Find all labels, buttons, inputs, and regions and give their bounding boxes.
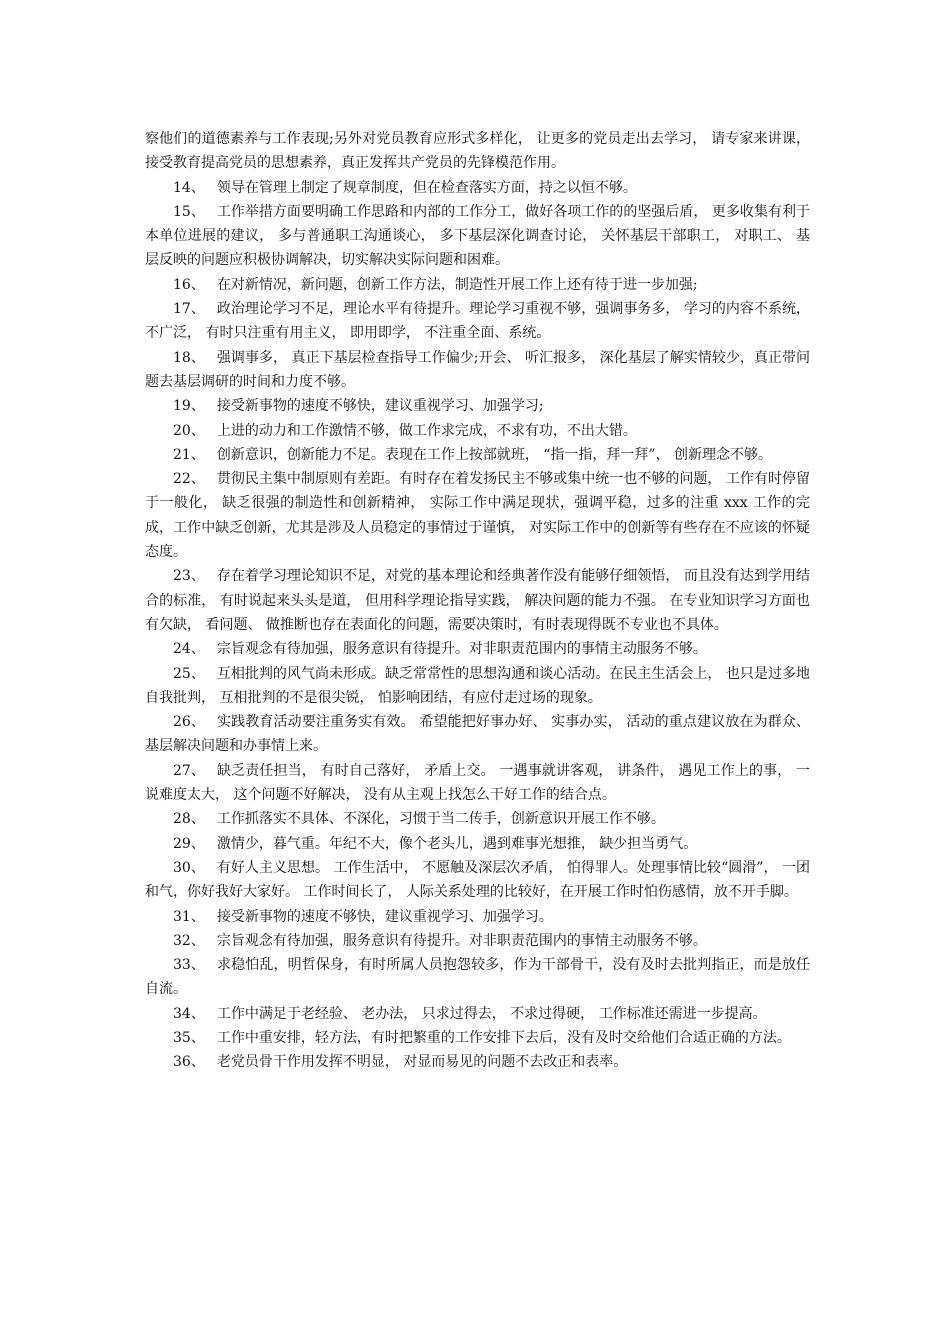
item-number: 28、 bbox=[173, 811, 205, 828]
item-number: 33、 bbox=[173, 957, 205, 974]
item-text: 宗旨观念有待加强，服务意识有待提升。对非职责范围内的事情主动服务不够。 bbox=[216, 932, 707, 949]
item-number: 35、 bbox=[173, 1029, 205, 1046]
item-number: 36、 bbox=[173, 1054, 205, 1071]
item-text: 领导在管理上制定了规章制度，但在检查落实方面，持之以恒不够。 bbox=[216, 179, 637, 196]
list-item bbox=[145, 905, 810, 929]
item-text: 存在着学习理论知识不足，对党的基本理论和经典著作没有能够仔细领悟， 而且没有达到学用结合的标准， 有时说起来头头是道， 但用科学理论指导实践， 解决问题的能力不强。 在专业知识学习方面也有欠缺， 看问题、 做推断也存在表面化的问题，需要决策时，有时表现得既不专业也不具体。 bbox=[145, 568, 810, 633]
item-number: 15、 bbox=[173, 203, 205, 220]
list-item bbox=[145, 710, 810, 759]
item-text: 缺乏责任担当， 有时自己落好， 矛盾上交。 一遇事就讲客观， 讲条件， 遇见工作上的事， 一说难度太大， 这个问题不好解决， 没有从主观上找怎么干好工作的结合点。 bbox=[145, 762, 810, 804]
list-item bbox=[145, 807, 810, 831]
list-item bbox=[145, 443, 810, 467]
list-item bbox=[145, 662, 810, 711]
list-item bbox=[145, 953, 810, 1002]
item-text: 政治理论学习不足，理论水平有待提升。理论学习重视不够，强调事务多， 学习的内容不系统， 不广泛， 有时只注重有用主义， 即用即学， 不注重全面、系统。 bbox=[145, 301, 810, 342]
item-text: 工作中重安排，轻方法，有时把繁重的工作安排下去后，没有及时交给他们合适正确的方法。 bbox=[216, 1029, 791, 1046]
list-item bbox=[145, 297, 810, 346]
list-item bbox=[145, 273, 810, 297]
item-number: 26、 bbox=[173, 714, 205, 731]
item-number: 20、 bbox=[173, 422, 205, 439]
list-item bbox=[145, 394, 810, 418]
item-number: 21、 bbox=[173, 446, 205, 463]
list-item bbox=[145, 637, 810, 661]
item-number: 30、 bbox=[173, 859, 205, 876]
item-text: 在对新情况，新问题，创新工作方法，制造性开展工作上还有待于进一步加强; bbox=[216, 276, 698, 293]
item-number: 23、 bbox=[173, 568, 205, 585]
document-body bbox=[145, 127, 810, 1075]
item-text: 工作中满足于老经验、 老办法， 只求过得去， 不求过得硬， 工作标准还需进一步提高。 bbox=[216, 1005, 767, 1022]
item-number: 18、 bbox=[173, 349, 205, 366]
item-number: 22、 bbox=[173, 471, 205, 488]
item-text: 创新意识，创新能力不足。表现在工作上按部就班， “指一指，拜一拜”， 创新理念不够。 bbox=[216, 446, 773, 463]
continuation-paragraph: 察他们的道德素养与工作表现;另外对党员教育应形式多样化， 让更多的党员走出去学习， 请专家来讲课， 接受教育提高党员的思想素养，真正发挥共产党员的先锋模范作用。 bbox=[145, 131, 810, 172]
list-item bbox=[145, 1026, 810, 1050]
item-text: 工作抓落实不具体、不深化，习惯于当二传手，创新意识开展工作不够。 bbox=[216, 811, 665, 828]
item-number: 32、 bbox=[173, 932, 205, 949]
list-item bbox=[145, 346, 810, 395]
item-number: 25、 bbox=[173, 665, 205, 682]
list-item bbox=[145, 176, 810, 200]
list-item bbox=[145, 419, 810, 443]
item-text: 求稳怕乱，明哲保身，有时所属人员抱怨较多，作为干部骨干，没有及时去批判指正，而是放任自流。 bbox=[145, 957, 810, 998]
list-item bbox=[145, 832, 810, 856]
item-text: 上进的动力和工作激情不够，做工作求完成，不求有功，不出大错。 bbox=[216, 422, 637, 439]
item-text: 接受新事物的速度不够快，建议重视学习、加强学习。 bbox=[216, 908, 553, 925]
item-text: 实践教育活动要注重务实有效。 希望能把好事办好、 实事办实， 活动的重点建议放在为群众、基层解决问题和办事情上来。 bbox=[145, 714, 810, 755]
item-number: 14、 bbox=[173, 179, 205, 196]
item-text: 接受新事物的速度不够快，建议重视学习、加强学习; bbox=[216, 398, 544, 415]
item-number: 16、 bbox=[173, 276, 205, 293]
item-number: 34、 bbox=[173, 1005, 205, 1022]
list-item bbox=[145, 759, 810, 808]
list-item bbox=[145, 1002, 810, 1026]
item-text: 工作举措方面要明确工作思路和内部的工作分工，做好各项工作的的坚强后盾， 更多收集有利于本单位进展的建议， 多与普通职工沟通谈心， 多下基层深化调查讨论， 关怀基层干部职工， 对职工、 基层反映的问题应积极协调解决，切实解决实际问题和困难。 bbox=[145, 203, 810, 269]
item-number: 31、 bbox=[173, 908, 205, 925]
list-item bbox=[145, 1050, 810, 1074]
item-text: 强调事多， 真正下基层检查指导工作偏少;开会、 听汇报多， 深化基层了解实情较少，真正带问题去基层调研的时间和力度不够。 bbox=[145, 349, 810, 390]
item-number: 19、 bbox=[173, 398, 205, 415]
list-item bbox=[145, 200, 810, 273]
item-text: 贯彻民主集中制原则有差距。有时存在着发扬民主不够或集中统一也不够的问题， 工作有时停留于一般化， 缺乏很强的制造性和创新精神， 实际工作中满足现状，强调平稳，过多的注重 xxx 工作的完成，工作中缺乏创新，尤其是涉及人员稳定的事情过于谨慎， 对实际工作中的创新等有些存在不应该的怀疑态度。 bbox=[145, 471, 810, 561]
list-item bbox=[145, 564, 810, 637]
item-number: 24、 bbox=[173, 641, 205, 658]
item-number: 17、 bbox=[173, 301, 205, 318]
item-list bbox=[145, 176, 810, 1075]
item-text: 激情少，暮气重。年纪不大，像个老头儿，遇到难事光想推， 缺少担当勇气。 bbox=[216, 835, 698, 852]
item-text: 老党员骨干作用发挥不明显， 对显而易见的问题不去改正和表率。 bbox=[216, 1054, 628, 1071]
item-number: 27、 bbox=[173, 762, 205, 779]
list-item bbox=[145, 856, 810, 905]
item-text: 有好人主义思想。 工作生活中， 不愿触及深层次矛盾， 怕得罪人。处理事情比较“圆滑”， 一团和气，你好我好大家好。 工作时间长了， 人际关系处理的比较好，在开展工作时怕伤感情，放不开手脚。 bbox=[145, 859, 810, 901]
item-number: 29、 bbox=[173, 835, 205, 852]
item-text: 宗旨观念有待加强，服务意识有待提升。对非职责范围内的事情主动服务不够。 bbox=[216, 641, 707, 658]
item-text: 互相批判的风气尚未形成。缺乏常常性的思想沟通和谈心活动。在民主生活会上， 也只是过多地自我批判， 互相批判的不是很尖锐， 怕影响团结，有应付走过场的现象。 bbox=[145, 665, 810, 706]
list-item bbox=[145, 467, 810, 564]
list-item bbox=[145, 929, 810, 953]
